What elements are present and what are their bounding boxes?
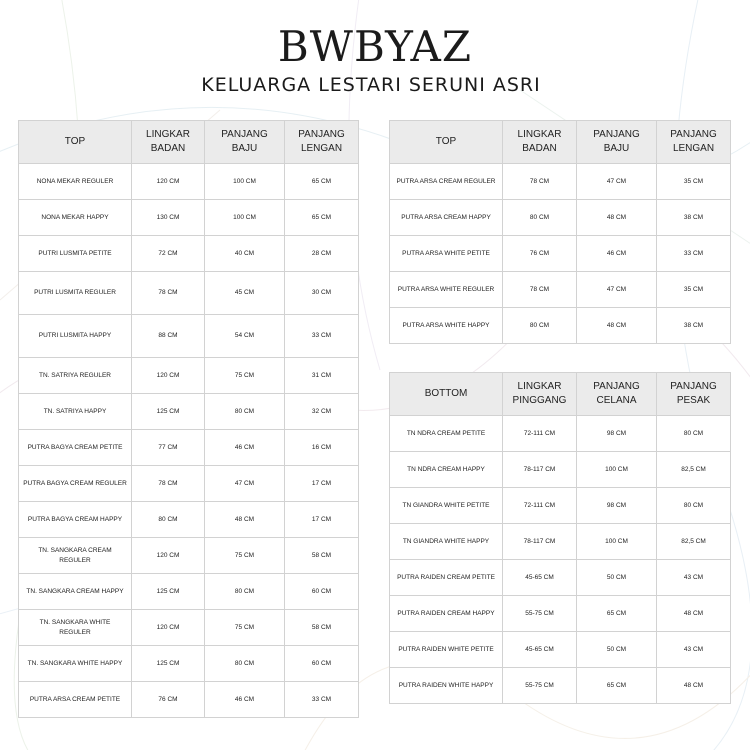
table-row xyxy=(19,164,359,200)
measure-cell: 35 CM xyxy=(657,272,731,308)
measure-cell: 72-111 CM xyxy=(503,416,577,452)
table-row xyxy=(390,524,731,560)
measure-cell: 48 CM xyxy=(577,200,657,236)
measure-cell: 45 CM xyxy=(205,272,285,315)
table-row xyxy=(390,164,731,200)
table-row xyxy=(19,315,359,358)
measure-cell: 55-75 CM xyxy=(503,668,577,704)
measure-cell: 125 CM xyxy=(132,646,205,682)
product-name-cell: TN. SANGKARA WHITE REGULER xyxy=(19,610,132,646)
header-cell: PANJANG LENGAN xyxy=(657,121,731,164)
measure-cell: 125 CM xyxy=(132,394,205,430)
measure-cell: 30 CM xyxy=(285,272,359,315)
header-cell: TOP xyxy=(390,121,503,164)
measure-cell: 75 CM xyxy=(205,538,285,574)
product-name-cell: PUTRA BAGYA CREAM PETITE xyxy=(19,430,132,466)
measure-cell: 100 CM xyxy=(577,524,657,560)
product-name-cell: PUTRA RAIDEN CREAM PETITE xyxy=(390,560,503,596)
table-row xyxy=(390,596,731,632)
measure-cell: 48 CM xyxy=(657,596,731,632)
measure-cell: 33 CM xyxy=(657,236,731,272)
measure-cell: 80 CM xyxy=(657,488,731,524)
measure-cell: 54 CM xyxy=(205,315,285,358)
header-cell: TOP xyxy=(19,121,132,164)
measure-cell: 78-117 CM xyxy=(503,452,577,488)
measure-cell: 43 CM xyxy=(657,560,731,596)
table-row xyxy=(390,200,731,236)
measure-cell: 78 CM xyxy=(503,272,577,308)
table-row xyxy=(390,308,731,344)
table-row xyxy=(19,272,359,315)
measure-cell: 120 CM xyxy=(132,538,205,574)
size-table-top-right xyxy=(389,120,731,344)
measure-cell: 75 CM xyxy=(205,610,285,646)
header-cell: BOTTOM xyxy=(390,373,503,416)
measure-cell: 60 CM xyxy=(285,574,359,610)
table-row xyxy=(19,236,359,272)
measure-cell: 46 CM xyxy=(205,430,285,466)
table-header-row xyxy=(390,373,731,416)
measure-cell: 80 CM xyxy=(503,308,577,344)
measure-cell: 58 CM xyxy=(285,538,359,574)
header-cell: PANJANG PESAK xyxy=(657,373,731,416)
product-name-cell: PUTRA ARSA WHITE PETITE xyxy=(390,236,503,272)
measure-cell: 38 CM xyxy=(657,200,731,236)
measure-cell: 60 CM xyxy=(285,646,359,682)
table-row xyxy=(19,394,359,430)
measure-cell: 80 CM xyxy=(205,646,285,682)
table-row xyxy=(19,538,359,574)
product-name-cell: NONA MEKAR HAPPY xyxy=(19,200,132,236)
measure-cell: 65 CM xyxy=(577,668,657,704)
product-name-cell: TN NDRA CREAM HAPPY xyxy=(390,452,503,488)
measure-cell: 47 CM xyxy=(577,164,657,200)
measure-cell: 46 CM xyxy=(577,236,657,272)
measure-cell: 33 CM xyxy=(285,682,359,718)
product-name-cell: PUTRA ARSA CREAM REGULER xyxy=(390,164,503,200)
table-row xyxy=(390,416,731,452)
table-row xyxy=(390,560,731,596)
table-row xyxy=(19,430,359,466)
table-row xyxy=(390,488,731,524)
measure-cell: 17 CM xyxy=(285,502,359,538)
product-name-cell: PUTRA BAGYA CREAM HAPPY xyxy=(19,502,132,538)
header-cell: PANJANG BAJU xyxy=(205,121,285,164)
measure-cell: 77 CM xyxy=(132,430,205,466)
measure-cell: 78 CM xyxy=(132,466,205,502)
product-name-cell: NONA MEKAR REGULER xyxy=(19,164,132,200)
measure-cell: 47 CM xyxy=(577,272,657,308)
measure-cell: 65 CM xyxy=(285,200,359,236)
measure-cell: 78-117 CM xyxy=(503,524,577,560)
measure-cell: 120 CM xyxy=(132,358,205,394)
table-row xyxy=(390,452,731,488)
measure-cell: 125 CM xyxy=(132,574,205,610)
measure-cell: 130 CM xyxy=(132,200,205,236)
measure-cell: 45-65 CM xyxy=(503,632,577,668)
brand-logo-text: BWBYAZ xyxy=(277,22,473,71)
measure-cell: 72-111 CM xyxy=(503,488,577,524)
table-row xyxy=(390,272,731,308)
product-name-cell: PUTRI LUSMITA REGULER xyxy=(19,272,132,315)
measure-cell: 38 CM xyxy=(657,308,731,344)
measure-cell: 48 CM xyxy=(657,668,731,704)
product-name-cell: PUTRA ARSA CREAM HAPPY xyxy=(390,200,503,236)
product-name-cell: PUTRA RAIDEN WHITE PETITE xyxy=(390,632,503,668)
measure-cell: 65 CM xyxy=(285,164,359,200)
size-table-top-left xyxy=(18,120,359,718)
table-row xyxy=(19,200,359,236)
measure-cell: 72 CM xyxy=(132,236,205,272)
header-cell: PANJANG CELANA xyxy=(577,373,657,416)
table-row xyxy=(19,358,359,394)
header-cell: LINGKAR BADAN xyxy=(503,121,577,164)
measure-cell: 65 CM xyxy=(577,596,657,632)
measure-cell: 78 CM xyxy=(503,164,577,200)
product-name-cell: TN. SATRIYA HAPPY xyxy=(19,394,132,430)
table-row xyxy=(19,574,359,610)
product-name-cell: TN GIANDRA WHITE HAPPY xyxy=(390,524,503,560)
measure-cell: 75 CM xyxy=(205,358,285,394)
product-name-cell: TN. SATRIYA REGULER xyxy=(19,358,132,394)
header-cell: PANJANG BAJU xyxy=(577,121,657,164)
product-name-cell: PUTRA ARSA WHITE REGULER xyxy=(390,272,503,308)
measure-cell: 16 CM xyxy=(285,430,359,466)
product-name-cell: PUTRA ARSA WHITE HAPPY xyxy=(390,308,503,344)
measure-cell: 48 CM xyxy=(205,502,285,538)
table-row xyxy=(390,236,731,272)
page-subtitle: KELUARGA LESTARI SERUNI ASRI xyxy=(201,74,541,96)
measure-cell: 100 CM xyxy=(205,200,285,236)
product-name-cell: TN. SANGKARA CREAM HAPPY xyxy=(19,574,132,610)
table-header-row xyxy=(19,121,359,164)
measure-cell: 78 CM xyxy=(132,272,205,315)
size-table-bottom xyxy=(389,372,731,704)
product-name-cell: TN GIANDRA WHITE PETITE xyxy=(390,488,503,524)
measure-cell: 120 CM xyxy=(132,164,205,200)
measure-cell: 43 CM xyxy=(657,632,731,668)
measure-cell: 80 CM xyxy=(132,502,205,538)
product-name-cell: PUTRA RAIDEN WHITE HAPPY xyxy=(390,668,503,704)
table-row xyxy=(390,632,731,668)
measure-cell: 120 CM xyxy=(132,610,205,646)
measure-cell: 58 CM xyxy=(285,610,359,646)
measure-cell: 80 CM xyxy=(503,200,577,236)
measure-cell: 98 CM xyxy=(577,416,657,452)
measure-cell: 40 CM xyxy=(205,236,285,272)
table-row xyxy=(19,466,359,502)
measure-cell: 82,5 CM xyxy=(657,524,731,560)
header-cell: PANJANG LENGAN xyxy=(285,121,359,164)
header-cell: LINGKAR BADAN xyxy=(132,121,205,164)
measure-cell: 76 CM xyxy=(132,682,205,718)
measure-cell: 48 CM xyxy=(577,308,657,344)
product-name-cell: PUTRA BAGYA CREAM REGULER xyxy=(19,466,132,502)
measure-cell: 45-65 CM xyxy=(503,560,577,596)
measure-cell: 47 CM xyxy=(205,466,285,502)
measure-cell: 50 CM xyxy=(577,560,657,596)
measure-cell: 55-75 CM xyxy=(503,596,577,632)
measure-cell: 33 CM xyxy=(285,315,359,358)
measure-cell: 88 CM xyxy=(132,315,205,358)
table-row xyxy=(19,646,359,682)
measure-cell: 100 CM xyxy=(205,164,285,200)
measure-cell: 80 CM xyxy=(205,574,285,610)
table-row xyxy=(19,502,359,538)
measure-cell: 82,5 CM xyxy=(657,452,731,488)
product-name-cell: PUTRA ARSA CREAM PETITE xyxy=(19,682,132,718)
product-name-cell: TN. SANGKARA CREAM REGULER xyxy=(19,538,132,574)
measure-cell: 28 CM xyxy=(285,236,359,272)
table-row xyxy=(19,682,359,718)
product-name-cell: PUTRA RAIDEN CREAM HAPPY xyxy=(390,596,503,632)
measure-cell: 80 CM xyxy=(205,394,285,430)
table-header-row xyxy=(390,121,731,164)
table-row xyxy=(390,668,731,704)
table-row xyxy=(19,610,359,646)
product-name-cell: TN. SANGKARA WHITE HAPPY xyxy=(19,646,132,682)
measure-cell: 50 CM xyxy=(577,632,657,668)
measure-cell: 32 CM xyxy=(285,394,359,430)
measure-cell: 76 CM xyxy=(503,236,577,272)
product-name-cell: PUTRI LUSMITA PETITE xyxy=(19,236,132,272)
product-name-cell: PUTRI LUSMITA HAPPY xyxy=(19,315,132,358)
measure-cell: 35 CM xyxy=(657,164,731,200)
measure-cell: 100 CM xyxy=(577,452,657,488)
measure-cell: 98 CM xyxy=(577,488,657,524)
product-name-cell: TN NDRA CREAM PETITE xyxy=(390,416,503,452)
measure-cell: 31 CM xyxy=(285,358,359,394)
measure-cell: 80 CM xyxy=(657,416,731,452)
header-cell: LINGKAR PINGGANG xyxy=(503,373,577,416)
measure-cell: 46 CM xyxy=(205,682,285,718)
measure-cell: 17 CM xyxy=(285,466,359,502)
